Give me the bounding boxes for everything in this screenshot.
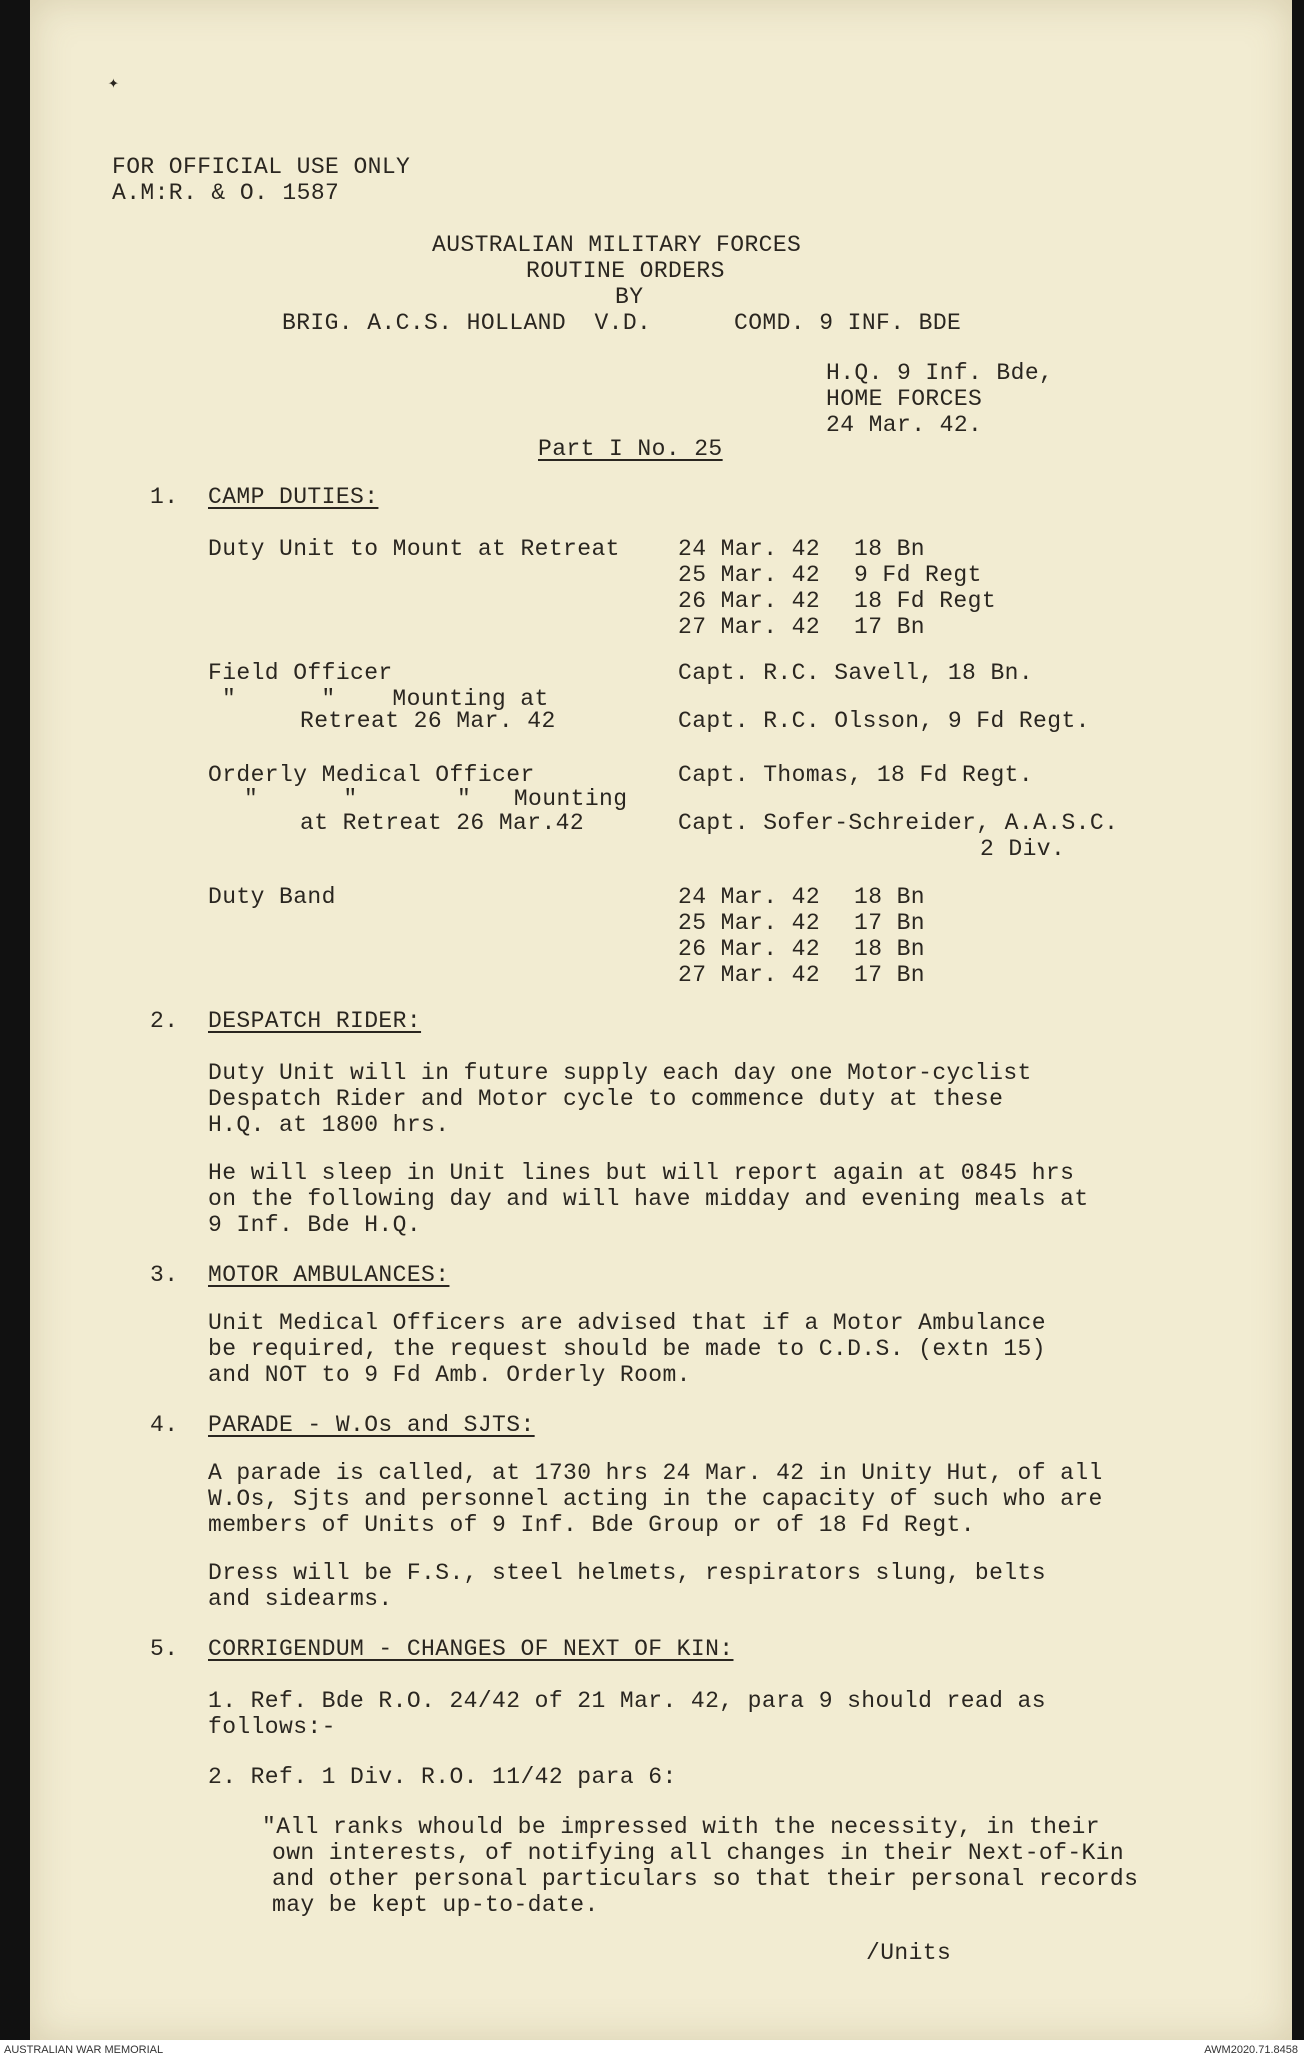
- ink-mark: ✦: [108, 74, 119, 94]
- address-line-3: 24 Mar. 42.: [826, 412, 983, 438]
- section-3-heading: MOTOR AMBULANCES:: [208, 1262, 450, 1288]
- paragraph-line: 1. Ref. Bde R.O. 24/42 of 21 Mar. 42, para 9 should read as: [208, 1688, 1046, 1714]
- field-officer-ditto: " " Mounting at: [222, 686, 549, 712]
- quote-line: may be kept up-to-date.: [272, 1892, 599, 1918]
- footer-right-text: AWM2020.71.8458: [1204, 2044, 1298, 2056]
- continuation-marker: /Units: [866, 1940, 952, 1966]
- section-1-heading: CAMP DUTIES:: [208, 484, 379, 510]
- medical-officer-ditto: " " " Mounting: [244, 786, 628, 812]
- section-2-number: 2.: [150, 1008, 179, 1034]
- paragraph-line: Duty Unit will in future supply each day one Motor-cyclist: [208, 1060, 1032, 1086]
- paragraph-line: follows:-: [208, 1714, 336, 1740]
- title-line-1: AUSTRALIAN MILITARY FORCES: [432, 232, 802, 258]
- medical-officer-value-2b: 2 Div.: [980, 836, 1066, 862]
- duty-unit-date: 25 Mar. 42: [678, 562, 821, 588]
- paragraph-line: W.Os, Sjts and personnel acting in the capacity of such who are: [208, 1486, 1103, 1512]
- paragraph-line: 2. Ref. 1 Div. R.O. 11/42 para 6:: [208, 1764, 677, 1790]
- section-3-number: 3.: [150, 1262, 179, 1288]
- medical-officer-label: Orderly Medical Officer: [208, 762, 535, 788]
- paragraph-line: 9 Inf. Bde H.Q.: [208, 1212, 422, 1238]
- duty-unit-unit: 18 Fd Regt: [854, 588, 997, 614]
- classification-line: FOR OFFICIAL USE ONLY: [112, 154, 411, 180]
- medical-officer-value-2: Capt. Sofer-Schreider, A.A.S.C.: [678, 810, 1119, 836]
- address-line-2: HOME FORCES: [826, 386, 983, 412]
- archive-footer: [0, 2040, 1304, 2061]
- quote-line: and other personal particulars so that their personal records: [272, 1866, 1139, 1892]
- address-line-1: H.Q. 9 Inf. Bde,: [826, 360, 1054, 386]
- duty-band-unit: 17 Bn: [854, 910, 926, 936]
- section-5-number: 5.: [150, 1636, 179, 1662]
- title-line-4-left: BRIG. A.C.S. HOLLAND V.D.: [282, 310, 652, 336]
- duty-unit-label: Duty Unit to Mount at Retreat: [208, 536, 620, 562]
- part-number: Part I No. 25: [538, 436, 723, 462]
- duty-unit-unit: 17 Bn: [854, 614, 926, 640]
- duty-unit-unit: 18 Bn: [854, 536, 926, 562]
- paragraph-line: Dress will be F.S., steel helmets, respirators slung, belts: [208, 1560, 1046, 1586]
- duty-unit-date: 26 Mar. 42: [678, 588, 821, 614]
- duty-band-date: 27 Mar. 42: [678, 962, 821, 988]
- field-officer-value-2: Capt. R.C. Olsson, 9 Fd Regt.: [678, 708, 1090, 734]
- paragraph-line: members of Units of 9 Inf. Bde Group or of 18 Fd Regt.: [208, 1512, 975, 1538]
- duty-band-date: 24 Mar. 42: [678, 884, 821, 910]
- section-1-number: 1.: [150, 484, 179, 510]
- footer-left-text: AUSTRALIAN WAR MEMORIAL: [4, 2044, 164, 2056]
- duty-unit-date: 27 Mar. 42: [678, 614, 821, 640]
- quote-line: "All ranks whould be impressed with the necessity, in their: [262, 1814, 1100, 1840]
- paragraph-line: and NOT to 9 Fd Amb. Orderly Room.: [208, 1362, 691, 1388]
- duty-unit-date: 24 Mar. 42: [678, 536, 821, 562]
- section-5-heading: CORRIGENDUM - CHANGES OF NEXT OF KIN:: [208, 1636, 734, 1662]
- paragraph-line: A parade is called, at 1730 hrs 24 Mar. 42 in Unity Hut, of all: [208, 1460, 1103, 1486]
- duty-unit-unit: 9 Fd Regt: [854, 562, 982, 588]
- paragraph-line: Despatch Rider and Motor cycle to commence duty at these: [208, 1086, 1004, 1112]
- reference-line: A.M:R. & O. 1587: [112, 180, 340, 206]
- section-4-number: 4.: [150, 1412, 179, 1438]
- medical-officer-ditto-2: at Retreat 26 Mar.42: [300, 810, 585, 836]
- duty-band-date: 25 Mar. 42: [678, 910, 821, 936]
- document-page: [30, 0, 1292, 2040]
- field-officer-label: Field Officer: [208, 660, 393, 686]
- paragraph-line: H.Q. at 1800 hrs.: [208, 1112, 450, 1138]
- field-officer-value: Capt. R.C. Savell, 18 Bn.: [678, 660, 1034, 686]
- paragraph-line: Unit Medical Officers are advised that if a Motor Ambulance: [208, 1310, 1046, 1336]
- field-officer-ditto-2: Retreat 26 Mar. 42: [300, 708, 556, 734]
- duty-band-label: Duty Band: [208, 884, 336, 910]
- title-line-3: BY: [615, 284, 644, 310]
- duty-band-unit: 18 Bn: [854, 936, 926, 962]
- duty-band-unit: 17 Bn: [854, 962, 926, 988]
- title-line-4-right: COMD. 9 INF. BDE: [734, 310, 962, 336]
- duty-band-unit: 18 Bn: [854, 884, 926, 910]
- medical-officer-value: Capt. Thomas, 18 Fd Regt.: [678, 762, 1034, 788]
- duty-band-date: 26 Mar. 42: [678, 936, 821, 962]
- title-line-2: ROUTINE ORDERS: [526, 258, 725, 284]
- section-2-heading: DESPATCH RIDER:: [208, 1008, 422, 1034]
- paragraph-line: and sidearms.: [208, 1586, 393, 1612]
- paragraph-line: be required, the request should be made to C.D.S. (extn 15): [208, 1336, 1046, 1362]
- quote-line: own interests, of notifying all changes in their Next-of-Kin: [272, 1840, 1125, 1866]
- paragraph-line: He will sleep in Unit lines but will report again at 0845 hrs: [208, 1160, 1075, 1186]
- paragraph-line: on the following day and will have midday and evening meals at: [208, 1186, 1089, 1212]
- section-4-heading: PARADE - W.Os and SJTS:: [208, 1412, 535, 1438]
